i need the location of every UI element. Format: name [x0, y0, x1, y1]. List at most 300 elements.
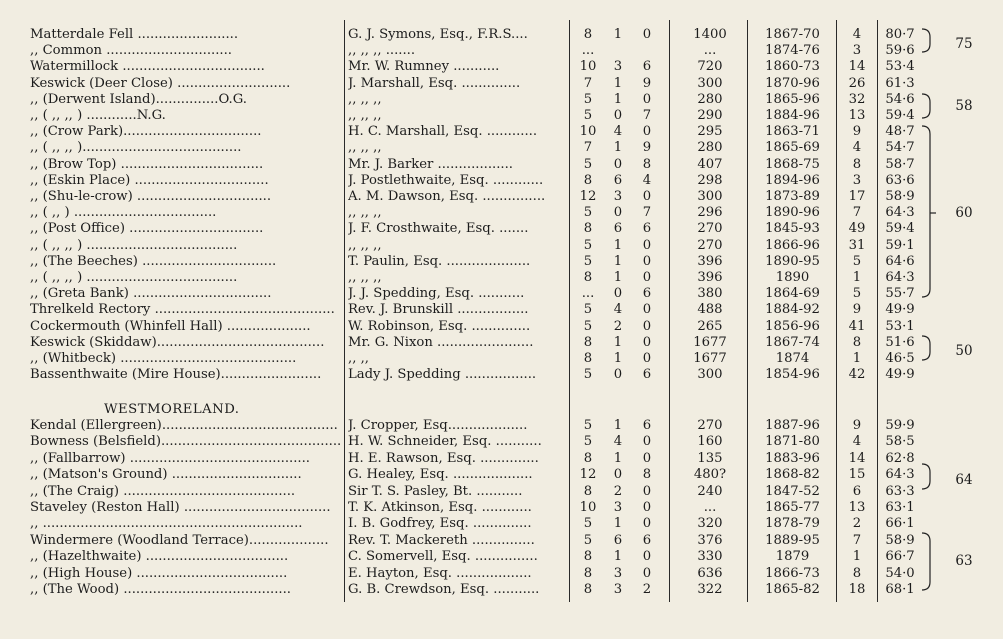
table-row [0, 76, 1003, 92]
c1-cell: 8 [583, 582, 593, 597]
elev-cell: 298 [697, 172, 723, 188]
period-cell: 1887-96 [765, 418, 820, 433]
rain-cell: 58·9 [885, 532, 915, 548]
station-cell: ,, (Fallbarrow) ........................................... [30, 450, 311, 466]
c3-cell: 0 [642, 124, 652, 140]
years-cell: 3 [852, 43, 862, 59]
c1-cell: 5 [583, 108, 593, 123]
c2-cell: 1 [613, 27, 623, 42]
table-row [0, 351, 1003, 367]
observer-cell: ,, ,, ,, [348, 237, 382, 253]
c3-cell: 0 [642, 237, 652, 253]
table-row [0, 566, 1003, 582]
elev-cell: 280 [697, 140, 723, 156]
observer-cell: E. Hayton, Esq. .................. [348, 565, 532, 581]
c3-cell: 8 [642, 467, 652, 483]
rain-cell: 59·1 [885, 237, 915, 253]
table-row [0, 319, 1003, 335]
table-row [0, 254, 1003, 270]
table-row [0, 27, 1003, 43]
station-cell: ,, (Shu-le-crow) ................................ [30, 189, 272, 204]
table-row [0, 124, 1003, 140]
period-cell: 1868-82 [765, 467, 820, 483]
c2-cell: 1 [613, 140, 623, 156]
c1-cell: 10 [579, 500, 597, 515]
years-cell: 4 [852, 27, 862, 42]
table-row [0, 533, 1003, 549]
rain-cell: 53·1 [885, 318, 915, 334]
station-cell: Watermillock .................................. [30, 59, 265, 75]
c3-cell: 0 [642, 351, 652, 366]
elev-cell: 1400 [693, 27, 727, 42]
observer-cell: Rev. J. Brunskill ................. [348, 302, 529, 318]
rain-cell: 58·5 [885, 434, 915, 450]
elev-cell: 1677 [693, 334, 727, 350]
c3-cell: 0 [642, 318, 652, 334]
table-row [0, 582, 1003, 598]
rain-cell: 80·7 [885, 27, 915, 42]
c2-cell: 3 [613, 59, 623, 75]
period-cell: 1890 [775, 270, 810, 285]
table-row [0, 270, 1003, 286]
c1-cell: 8 [583, 221, 593, 237]
c2-cell: 4 [613, 302, 623, 318]
bracket [922, 126, 930, 297]
rain-cell: 58·7 [885, 156, 915, 172]
period-cell: 1865-82 [765, 582, 820, 597]
bracket [922, 29, 930, 52]
observer-cell: ,, ,, ,, [348, 108, 382, 123]
table-row [0, 238, 1003, 254]
c3-cell: 0 [642, 189, 652, 204]
rain-cell: 63·6 [885, 172, 915, 188]
station-cell: Bowness (Belsfield)........................................... [30, 434, 342, 450]
table-row [0, 157, 1003, 173]
observer-cell: J. Marshall, Esq. .............. [348, 75, 521, 91]
observer-cell: H. C. Marshall, Esq. ............ [348, 124, 538, 140]
elev-cell: 636 [697, 565, 723, 581]
elev-cell: 290 [697, 108, 723, 123]
station-cell: ,, (Whitbeck) .......................................... [30, 351, 297, 366]
c3-cell: 4 [642, 172, 652, 188]
elev-cell: 240 [697, 483, 723, 499]
station-cell: ,, (High House) .................................... [30, 565, 288, 581]
observer-cell: J. J. Spedding, Esq. ........... [348, 286, 525, 302]
years-cell: 7 [852, 532, 862, 548]
c3-cell [634, 43, 660, 59]
table-row [0, 484, 1003, 500]
c2-cell: 1 [613, 91, 623, 107]
period-cell: 1894-96 [765, 172, 820, 188]
station-cell: ,, (The Beeches) ................................ [30, 253, 277, 269]
period-cell: 1874-76 [765, 43, 820, 59]
c3-cell: 0 [642, 549, 652, 565]
rain-cell: 49·9 [885, 302, 915, 318]
c1-cell: 8 [583, 351, 593, 366]
years-cell: 49 [848, 221, 866, 237]
elev-cell: 270 [697, 237, 723, 253]
station-cell: ,, (Eskin Place) ................................ [30, 172, 269, 188]
station-cell: Staveley (Reston Hall) ................................... [30, 500, 331, 515]
c1-cell: 8 [583, 270, 593, 285]
station-cell: Kendal (Ellergreen).......................................... [30, 418, 338, 433]
years-cell: 14 [848, 450, 866, 466]
c2-cell: 3 [613, 582, 623, 597]
period-cell: 1883-96 [765, 450, 820, 466]
years-cell: 7 [852, 205, 862, 221]
c3-cell: 0 [642, 253, 652, 269]
station-cell: ,, (The Wood) ........................................ [30, 582, 291, 597]
elev-cell: 270 [697, 221, 723, 237]
years-cell: 15 [848, 467, 866, 483]
c1-cell: 5 [583, 205, 593, 221]
observer-cell: ,, ,, [348, 351, 369, 366]
elev-cell: 300 [697, 75, 723, 91]
c1-cell: 5 [583, 237, 593, 253]
elev-cell: 376 [697, 532, 723, 548]
c1-cell: ... [581, 43, 595, 59]
years-cell: 4 [852, 434, 862, 450]
table-row [0, 500, 1003, 516]
c2-cell [606, 43, 630, 59]
c1-cell: 8 [583, 27, 593, 42]
elev-cell: 488 [697, 302, 723, 318]
elev-cell: 320 [697, 516, 723, 532]
elev-cell: ... [703, 500, 717, 515]
station-cell: Keswick (Deer Close) ........................... [30, 75, 291, 91]
rain-cell: 55·7 [885, 286, 915, 302]
years-cell: 6 [852, 483, 862, 499]
c3-cell: 6 [642, 418, 652, 433]
table-row [0, 418, 1003, 434]
c3-cell: 7 [642, 205, 652, 221]
observer-cell: A. M. Dawson, Esq. ............... [348, 189, 546, 204]
rain-cell: 64·3 [885, 467, 915, 483]
group-mean: 50 [955, 343, 973, 359]
c3-cell: 6 [642, 367, 652, 383]
c3-cell: 0 [642, 334, 652, 350]
observer-cell: W. Robinson, Esq. .............. [348, 318, 531, 334]
years-cell: 2 [852, 516, 862, 532]
station-cell: Bassenthwaite (Mire House)........................ [30, 367, 322, 383]
group-mean: 75 [955, 36, 973, 52]
observer-cell: G. B. Crewdson, Esq. ........... [348, 582, 540, 597]
c3-cell: 9 [642, 140, 652, 156]
observer-cell: C. Somervell, Esq. ............... [348, 549, 538, 565]
c1-cell: 5 [583, 367, 593, 383]
period-cell: 1884-96 [765, 108, 820, 123]
bracket [922, 533, 930, 590]
period-cell: 1854-96 [765, 367, 820, 383]
station-cell: ,, (Brow Top) .................................. [30, 156, 264, 172]
elev-cell: 300 [697, 189, 723, 204]
years-cell: 9 [852, 302, 862, 318]
period-cell: 1867-74 [765, 334, 820, 350]
table-row [0, 59, 1003, 75]
years-cell: 9 [852, 418, 862, 433]
observer-cell: H. W. Schneider, Esq. ........... [348, 434, 542, 450]
c3-cell: 9 [642, 75, 652, 91]
period-cell: 1865-77 [765, 500, 820, 515]
c2-cell: 0 [613, 156, 623, 172]
observer-cell: I. B. Godfrey, Esq. .............. [348, 516, 532, 532]
observer-cell: Mr. J. Barker .................. [348, 156, 513, 172]
group-mean: 63 [955, 553, 973, 569]
rain-cell: 63·1 [885, 500, 915, 515]
elev-cell: 396 [697, 253, 723, 269]
station-cell: ,, ( ,, ,, ) .................................... [30, 270, 238, 285]
c2-cell: 1 [613, 270, 623, 285]
c2-cell: 1 [613, 418, 623, 433]
table-row [0, 549, 1003, 565]
observer-cell: G. Healey, Esq. ................... [348, 467, 533, 483]
c3-cell: 0 [642, 450, 652, 466]
table-row [0, 43, 1003, 59]
elev-cell: 135 [697, 450, 723, 466]
rain-cell: 63·3 [885, 483, 915, 499]
rain-cell: 62·8 [885, 450, 915, 466]
c1-cell: 5 [583, 318, 593, 334]
c3-cell: 6 [642, 532, 652, 548]
elev-cell: 295 [697, 124, 723, 140]
station-cell: Matterdale Fell ........................ [30, 27, 239, 42]
c1-cell: 5 [583, 516, 593, 532]
observer-cell: T. Paulin, Esq. .................... [348, 253, 531, 269]
c3-cell: 0 [642, 270, 652, 285]
years-cell: 4 [852, 140, 862, 156]
rain-cell: 66·7 [885, 549, 915, 565]
period-cell: 1884-92 [765, 302, 820, 318]
c2-cell: 2 [613, 483, 623, 499]
table-row [0, 451, 1003, 467]
c1-cell: 5 [583, 532, 593, 548]
c2-cell: 1 [613, 450, 623, 466]
period-cell: 1889-95 [765, 532, 820, 548]
rain-cell: 66·1 [885, 516, 915, 532]
station-cell: ,, (Post Office) ................................ [30, 221, 264, 237]
table-row [0, 434, 1003, 450]
c1-cell: 8 [583, 565, 593, 581]
years-cell: 18 [848, 582, 866, 597]
station-cell: ,, ( ,, ,, ) .................................... [30, 237, 238, 253]
years-cell: 3 [852, 172, 862, 188]
period-cell: 1879 [775, 549, 810, 565]
elev-cell: 720 [697, 59, 723, 75]
c3-cell: 0 [642, 500, 652, 515]
observer-cell: ,, ,, ,, ....... [348, 43, 416, 59]
table-row [0, 516, 1003, 532]
period-cell: 1890-96 [765, 205, 820, 221]
observer-cell: G. J. Symons, Esq., F.R.S.... [348, 27, 528, 42]
period-cell: 1865-96 [765, 91, 820, 107]
rain-cell: 64·3 [885, 270, 915, 285]
c3-cell: 0 [642, 27, 652, 42]
rain-cell: 54·0 [885, 565, 915, 581]
station-cell: ,, (The Craig) ......................................... [30, 483, 296, 499]
elev-cell: 265 [697, 318, 723, 334]
period-cell: 1856-96 [765, 318, 820, 334]
c2-cell: 3 [613, 565, 623, 581]
c2-cell: 6 [613, 172, 623, 188]
c3-cell: 0 [642, 565, 652, 581]
period-cell: 1871-80 [765, 434, 820, 450]
rain-cell: 59·6 [885, 43, 915, 59]
years-cell: 9 [852, 124, 862, 140]
observer-cell: Mr. G. Nixon ....................... [348, 334, 534, 350]
period-cell: 1865-69 [765, 140, 820, 156]
station-cell: Windermere (Woodland Terrace)................... [30, 532, 329, 548]
period-cell: 1874 [775, 351, 810, 366]
rain-cell: 53·4 [885, 59, 915, 75]
table-row [0, 221, 1003, 237]
rain-cell: 54·7 [885, 140, 915, 156]
c1-cell: 5 [583, 434, 593, 450]
c2-cell: 0 [613, 286, 623, 302]
elev-cell: 160 [697, 434, 723, 450]
observer-cell: T. K. Atkinson, Esq. ............ [348, 500, 532, 515]
station-cell: ,, Common .............................. [30, 43, 232, 59]
c1-cell: 10 [579, 59, 597, 75]
years-cell: 1 [852, 549, 862, 565]
c1-cell: 8 [583, 483, 593, 499]
table-row [0, 335, 1003, 351]
rain-cell: 61·3 [885, 75, 915, 91]
station-cell: ,, ( ,, ) .................................. [30, 205, 217, 221]
station-cell: ,, ( ,, ,, )...................................... [30, 140, 242, 156]
elev-cell: 330 [697, 549, 723, 565]
period-cell: 1847-52 [765, 483, 820, 499]
years-cell: 32 [848, 91, 866, 107]
c3-cell: 0 [642, 434, 652, 450]
rain-cell: 59·4 [885, 221, 915, 237]
c1-cell: 12 [579, 189, 597, 204]
years-cell: 8 [852, 156, 862, 172]
c3-cell: 0 [642, 91, 652, 107]
period-cell: 1878-79 [765, 516, 820, 532]
table-row [0, 189, 1003, 205]
bracket [922, 94, 930, 118]
observer-cell: H. E. Rawson, Esq. .............. [348, 450, 539, 466]
group-brackets [920, 0, 950, 639]
c2-cell: 0 [613, 205, 623, 221]
years-cell: 31 [848, 237, 866, 253]
c3-cell: 0 [642, 483, 652, 499]
station-cell: ,, (Derwent Island)...............O.G. [30, 91, 247, 107]
c2-cell: 1 [613, 351, 623, 366]
c1-cell: 8 [583, 334, 593, 350]
c3-cell: 7 [642, 108, 652, 123]
station-cell: ,, (Crow Park)................................. [30, 124, 262, 140]
observer-cell: Sir T. S. Pasley, Bt. ........... [348, 483, 523, 499]
period-cell: 1890-95 [765, 253, 820, 269]
c1-cell: 12 [579, 467, 597, 483]
years-cell: 1 [852, 270, 862, 285]
c1-cell: 5 [583, 91, 593, 107]
c3-cell: 6 [642, 221, 652, 237]
table-row [0, 140, 1003, 156]
period-cell: 1868-75 [765, 156, 820, 172]
station-cell: ,, (Matson's Ground) ............................... [30, 467, 302, 483]
c2-cell: 0 [613, 367, 623, 383]
years-cell: 42 [848, 367, 866, 383]
period-cell: 1863-71 [765, 124, 820, 140]
years-cell: 26 [848, 75, 866, 91]
c1-cell: 10 [579, 124, 597, 140]
observer-cell: Mr. W. Rumney ........... [348, 59, 500, 75]
c1-cell: 5 [583, 302, 593, 318]
c2-cell: 1 [613, 75, 623, 91]
c3-cell: 0 [642, 302, 652, 318]
c3-cell: 0 [642, 516, 652, 532]
period-cell: 1873-89 [765, 189, 820, 204]
c2-cell: 1 [613, 253, 623, 269]
station-cell: ,, (Greta Bank) ................................. [30, 286, 272, 302]
c2-cell: 1 [613, 237, 623, 253]
rain-cell: 51·6 [885, 334, 915, 350]
years-cell: 13 [848, 108, 866, 123]
table-row [0, 286, 1003, 302]
c2-cell: 1 [613, 549, 623, 565]
period-cell: 1845-93 [765, 221, 820, 237]
c3-cell: 6 [642, 59, 652, 75]
table-row [0, 467, 1003, 483]
elev-cell: 296 [697, 205, 723, 221]
c2-cell: 2 [613, 318, 623, 334]
table-row [0, 302, 1003, 318]
station-cell: Cockermouth (Whinfell Hall) .................... [30, 318, 311, 334]
observer-cell: J. F. Crosthwaite, Esq. ....... [348, 221, 529, 237]
section-heading-row [0, 402, 1003, 418]
rain-cell: 54·6 [885, 91, 915, 107]
c1-cell: 8 [583, 172, 593, 188]
bracket [922, 336, 930, 360]
observer-cell: Rev. T. Mackereth ............... [348, 532, 535, 548]
elev-cell: 396 [697, 270, 723, 285]
station-cell: Threlkeld Rectory ........................................... [30, 302, 335, 318]
c2-cell: 0 [613, 467, 623, 483]
rain-cell: 59·4 [885, 108, 915, 123]
rain-cell: 46·5 [885, 351, 915, 366]
c3-cell: 8 [642, 156, 652, 172]
observer-cell: Lady J. Spedding ................. [348, 367, 537, 383]
observer-cell: J. Cropper, Esq................... [348, 418, 528, 433]
observer-cell: ,, ,, ,, [348, 205, 382, 221]
c2-cell: 1 [613, 334, 623, 350]
bracket [922, 464, 930, 489]
elev-cell: 270 [697, 418, 723, 433]
c2-cell: 1 [613, 516, 623, 532]
c1-cell: 5 [583, 156, 593, 172]
period-cell: 1870-96 [765, 75, 820, 91]
period-cell: 1866-96 [765, 237, 820, 253]
c2-cell: 3 [613, 189, 623, 204]
table-row [0, 92, 1003, 108]
rain-cell: 59·9 [885, 418, 915, 433]
years-cell: 1 [852, 351, 862, 366]
period-cell: 1860-73 [765, 59, 820, 75]
elev-cell: 380 [697, 286, 723, 302]
period-cell: 1866-73 [765, 565, 820, 581]
period-cell: 1867-70 [765, 27, 820, 42]
group-mean: 64 [955, 472, 973, 488]
group-mean: 60 [955, 205, 973, 221]
c2-cell: 6 [613, 221, 623, 237]
table-row [0, 173, 1003, 189]
c3-cell: 6 [642, 286, 652, 302]
rain-cell: 64·3 [885, 205, 915, 221]
elev-cell: 280 [697, 91, 723, 107]
station-cell: Keswick (Skiddaw)........................................ [30, 334, 325, 350]
